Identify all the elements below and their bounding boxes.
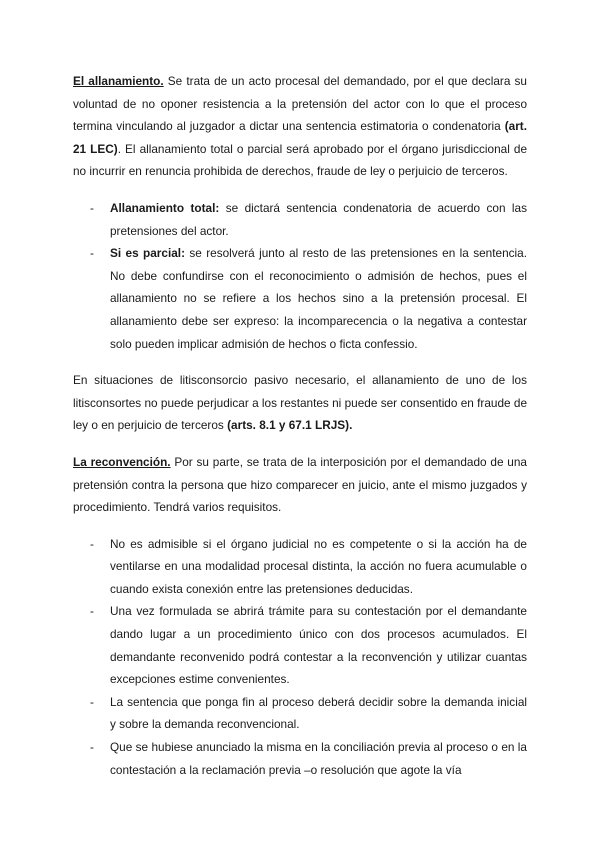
paragraph-allanamiento (73, 70, 527, 183)
legal-reference: (arts. 8.1 y 67.1 LRJS). (227, 418, 353, 433)
paragraph-text: Por su parte, se trata de la interposición por el demandado de una pretensión contra la persona que hizo comparecer en juicio, ante el mismo juzgados y procedimiento. Tendrá varios requisitos. (73, 454, 527, 515)
list-item: - La sentencia que ponga fin al proceso deberá decidir sobre la demanda inicial y sobre la demanda reconvencional. (110, 691, 527, 736)
paragraph-reconvencion (73, 451, 527, 519)
paragraph-text: En situaciones de litisconsorcio pasivo necesario, el allanamiento de uno de los litisconsortes no puede perjudicar a los restantes ni puede ser consentido en fraude de ley o en perjuicio de terceros (73, 373, 527, 433)
list-item (110, 197, 527, 242)
legal-reference: (art. 21 LEC) (73, 119, 527, 156)
paragraph-text: Se trata de un acto procesal del demandado, por el que declara su voluntad de no oponer resistencia a la pretensión del actor con lo que el proceso termina vinculando al juzgador a dictar una sentencia estimatoria o condenatoria (73, 74, 527, 134)
requisitos-list (73, 533, 527, 782)
list-item: - No es admisible si el órgano judicial no es competente o si la acción ha de ventilarse en una modalidad procesal distinta, la acción no fuera acumulable o cuando exista conexión entre las pretensiones deducidas. (110, 533, 527, 601)
list-item-term: Si es parcial: (110, 246, 185, 261)
list-item (110, 242, 527, 355)
paragraph-text: . El allanamiento total o parcial será aprobado por el órgano jurisdiccional de no incurrir en renuncia prohibida de derechos, fraude de ley o perjuicio de terceros. (73, 141, 528, 179)
paragraph-litisconsorcio (73, 369, 527, 437)
list-item-text: se resolverá junto al resto de las pretensiones en la sentencia. No debe confundirse con el reconocimiento o admisión de hechos, pues el allanamiento no se refiere a los hechos sino a la pretensión procesal. El allanamiento debe ser expreso: la incomparecencia o la negativa a contestar solo pueden implicar admisión de hechos o ficta confessio. (110, 246, 527, 351)
heading-allanamiento: El allanamiento. (73, 74, 164, 88)
list-item: - Una vez formulada se abrirá trámite para su contestación por el demandante dando lugar a un procedimiento único con dos procesos acumulados. El demandante reconvenido podrá contestar a la reconvención y utilizar cuantas excepciones estime convenientes. (110, 600, 527, 690)
heading-reconvencion: La reconvención. (73, 454, 171, 469)
list-item: - Que se hubiese anunciado la misma en la conciliación previa al proceso o en la contestación a la reclamación previa –o resolución que agote la vía (110, 736, 527, 781)
list-item-text: se dictará sentencia condenatoria de acuerdo con las pretensiones del actor. (110, 200, 527, 238)
allanamiento-list (73, 197, 527, 355)
list-item-term: Allanamiento total: (110, 200, 220, 215)
